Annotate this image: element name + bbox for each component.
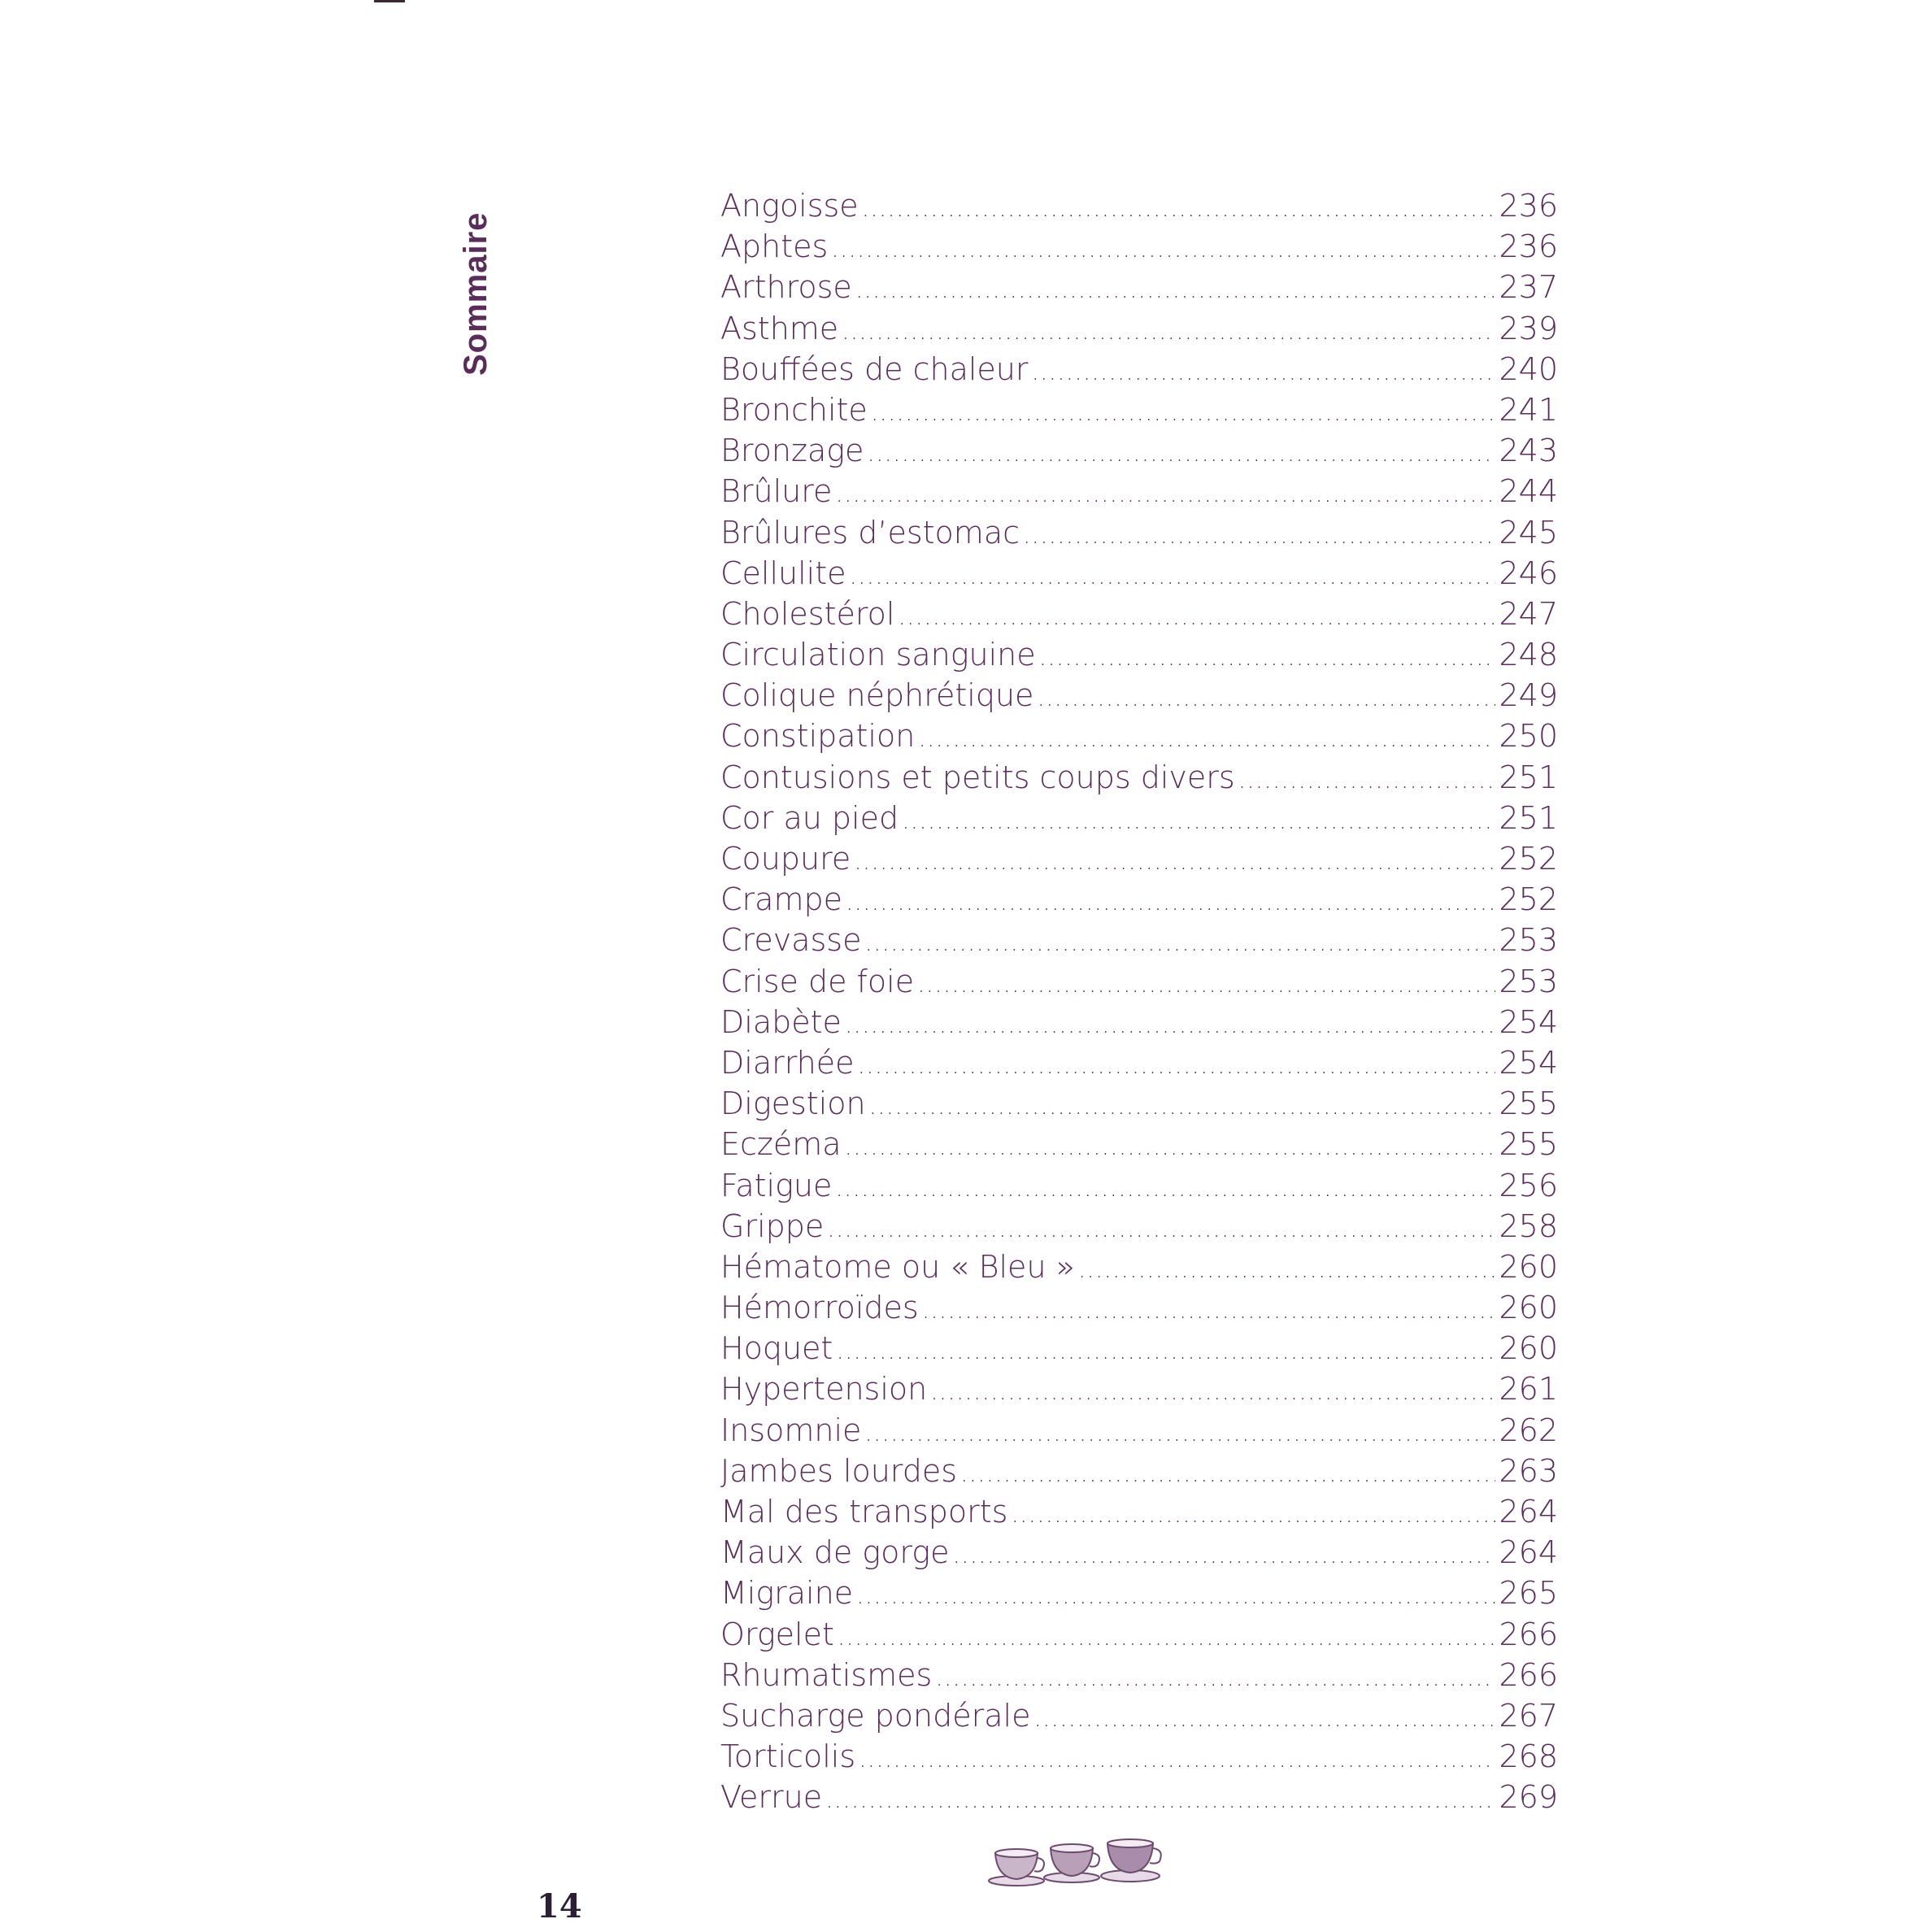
toc-entry-page: 255 bbox=[1499, 1126, 1558, 1163]
toc-dot-leader bbox=[845, 1127, 1496, 1164]
toc-entry-label: Bronzage bbox=[720, 433, 864, 469]
toc-entry-page: 236 bbox=[1499, 228, 1558, 265]
toc-entry-label: Maux de gorge bbox=[720, 1534, 950, 1571]
toc-entry-page: 251 bbox=[1499, 759, 1558, 795]
toc-entry-label: Brûlures d’estomac bbox=[720, 514, 1020, 550]
toc-entry bbox=[720, 675, 1558, 716]
toc-entry bbox=[720, 1655, 1558, 1695]
toc-dot-leader bbox=[835, 474, 1495, 511]
toc-entry-label: Diabète bbox=[720, 1003, 842, 1040]
toc-dot-leader bbox=[856, 1576, 1495, 1613]
toc-dot-leader bbox=[918, 719, 1495, 756]
toc-entry-page: 263 bbox=[1499, 1452, 1558, 1489]
page-number: 14 bbox=[537, 1887, 582, 1925]
teacups-icon bbox=[984, 1834, 1171, 1891]
toc-entry bbox=[720, 1287, 1558, 1328]
toc-entry bbox=[720, 1736, 1558, 1777]
toc-entry bbox=[720, 349, 1558, 389]
toc-dot-leader bbox=[858, 1046, 1496, 1083]
toc-dot-leader bbox=[871, 393, 1496, 430]
toc-dot-leader bbox=[902, 801, 1495, 838]
toc-entry bbox=[720, 961, 1558, 1002]
toc-dot-leader bbox=[930, 1372, 1495, 1409]
toc-entry bbox=[720, 798, 1558, 838]
toc-entry-page: 237 bbox=[1499, 269, 1558, 306]
toc-entry bbox=[720, 1206, 1558, 1247]
toc-dot-leader bbox=[867, 433, 1495, 471]
toc-entry bbox=[720, 1573, 1558, 1613]
toc-entry-label: Jambes lourdes bbox=[720, 1452, 958, 1489]
toc-entry bbox=[720, 920, 1558, 960]
toc-entry-page: 267 bbox=[1499, 1697, 1558, 1734]
toc-entry-label: Constipation bbox=[720, 718, 916, 755]
toc-entry-label: Sucharge pondérale bbox=[720, 1697, 1031, 1734]
toc-entry-label: Cholestérol bbox=[720, 595, 895, 632]
toc-entry-page: 252 bbox=[1499, 881, 1558, 918]
toc-entry bbox=[720, 1614, 1558, 1655]
toc-entry-page: 249 bbox=[1499, 677, 1558, 714]
toc-dot-leader bbox=[917, 964, 1495, 1002]
toc-entry bbox=[720, 716, 1558, 756]
toc-entry bbox=[720, 1368, 1558, 1409]
toc-entry-label: Asthme bbox=[720, 310, 839, 346]
toc-entry-page: 265 bbox=[1499, 1575, 1558, 1612]
toc-entry bbox=[720, 389, 1558, 430]
toc-entry bbox=[720, 1083, 1558, 1124]
table-of-contents bbox=[720, 185, 1558, 1818]
toc-entry bbox=[720, 1165, 1558, 1206]
toc-entry bbox=[720, 757, 1558, 798]
toc-entry-label: Mal des transports bbox=[720, 1494, 1008, 1530]
toc-entry bbox=[720, 634, 1558, 675]
toc-dot-leader bbox=[922, 1290, 1496, 1328]
toc-entry bbox=[720, 1042, 1558, 1083]
toc-entry bbox=[720, 1491, 1558, 1532]
toc-entry-label: Circulation sanguine bbox=[720, 637, 1036, 673]
toc-entry bbox=[720, 185, 1558, 226]
toc-entry-label: Cor au pied bbox=[720, 799, 899, 836]
toc-dot-leader bbox=[850, 556, 1496, 594]
toc-dot-leader bbox=[845, 1005, 1496, 1042]
toc-entry bbox=[720, 1777, 1558, 1817]
toc-entry bbox=[720, 1328, 1558, 1368]
toc-entry-page: 260 bbox=[1499, 1290, 1558, 1326]
toc-dot-leader bbox=[869, 1086, 1496, 1124]
toc-entry-label: Eczéma bbox=[720, 1126, 842, 1163]
toc-entry-label: Orgelet bbox=[720, 1616, 834, 1652]
toc-entry-page: 246 bbox=[1499, 555, 1558, 591]
toc-entry-label: Crise de foie bbox=[720, 963, 915, 999]
toc-entry-page: 256 bbox=[1499, 1167, 1558, 1203]
toc-entry-page: 264 bbox=[1499, 1534, 1558, 1571]
toc-entry-label: Crevasse bbox=[720, 922, 862, 959]
toc-entry bbox=[720, 226, 1558, 267]
toc-entry-label: Aphtes bbox=[720, 228, 829, 265]
toc-entry-label: Digestion bbox=[720, 1086, 866, 1122]
toc-entry bbox=[720, 594, 1558, 634]
toc-entry-label: Arthrose bbox=[720, 269, 852, 306]
toc-entry-page: 244 bbox=[1499, 473, 1558, 510]
toc-dot-leader bbox=[1023, 516, 1495, 553]
toc-entry bbox=[720, 430, 1558, 471]
toc-dot-leader bbox=[1039, 637, 1496, 675]
toc-entry-page: 261 bbox=[1499, 1371, 1558, 1408]
toc-dot-leader bbox=[1032, 352, 1496, 389]
toc-entry-label: Crampe bbox=[720, 881, 842, 918]
toc-entry bbox=[720, 1695, 1558, 1736]
toc-entry-label: Bouffées de chaleur bbox=[720, 350, 1029, 387]
toc-entry bbox=[720, 512, 1558, 553]
toc-entry-page: 262 bbox=[1499, 1412, 1558, 1448]
toc-dot-leader bbox=[864, 923, 1495, 960]
toc-dot-leader bbox=[859, 1739, 1495, 1777]
toc-dot-leader bbox=[838, 1617, 1496, 1655]
toc-entry bbox=[720, 471, 1558, 511]
toc-entry-label: Colique néphrétique bbox=[720, 677, 1034, 714]
toc-entry-page: 251 bbox=[1499, 799, 1558, 836]
toc-dot-leader bbox=[898, 597, 1495, 634]
toc-entry-page: 254 bbox=[1499, 1003, 1558, 1040]
toc-dot-leader bbox=[825, 1780, 1495, 1817]
toc-entry-label: Bronchite bbox=[720, 391, 868, 428]
toc-dot-leader bbox=[1238, 760, 1496, 798]
toc-entry-page: 253 bbox=[1499, 922, 1558, 959]
toc-entry-label: Migraine bbox=[720, 1575, 854, 1612]
toc-dot-leader bbox=[846, 882, 1496, 920]
toc-dot-leader bbox=[953, 1535, 1496, 1573]
toc-entry-page: 255 bbox=[1499, 1086, 1558, 1122]
toc-entry-page: 269 bbox=[1499, 1779, 1558, 1816]
toc-entry-page: 258 bbox=[1499, 1208, 1558, 1244]
toc-entry-page: 260 bbox=[1499, 1330, 1558, 1367]
toc-entry bbox=[720, 267, 1558, 307]
toc-entry-page: 241 bbox=[1499, 391, 1558, 428]
toc-entry-page: 245 bbox=[1499, 514, 1558, 550]
toc-dot-leader bbox=[831, 229, 1495, 267]
toc-entry-page: 240 bbox=[1499, 350, 1558, 387]
toc-entry-label: Hoquet bbox=[720, 1330, 833, 1367]
toc-dot-leader bbox=[960, 1454, 1495, 1491]
toc-entry-page: 236 bbox=[1499, 188, 1558, 224]
toc-entry-page: 252 bbox=[1499, 841, 1558, 877]
section-title: Sommaire bbox=[458, 211, 494, 376]
toc-entry-page: 248 bbox=[1499, 637, 1558, 673]
toc-entry bbox=[720, 1247, 1558, 1287]
toc-entry-label: Brûlure bbox=[720, 473, 833, 510]
toc-entry-label: Torticolis bbox=[720, 1738, 856, 1775]
toc-entry bbox=[720, 1532, 1558, 1573]
toc-dot-leader bbox=[862, 189, 1496, 226]
toc-entry-label: Verrue bbox=[720, 1779, 823, 1816]
toc-entry-page: 266 bbox=[1499, 1656, 1558, 1693]
toc-entry-page: 243 bbox=[1499, 433, 1558, 469]
toc-entry-page: 264 bbox=[1499, 1494, 1558, 1530]
toc-entry bbox=[720, 308, 1558, 349]
toc-entry-label: Cellulite bbox=[720, 555, 846, 591]
toc-entry-page: 254 bbox=[1499, 1044, 1558, 1081]
toc-dot-leader bbox=[836, 1331, 1495, 1368]
toc-entry bbox=[720, 1124, 1558, 1164]
toc-entry-page: 239 bbox=[1499, 310, 1558, 346]
toc-entry-page: 253 bbox=[1499, 963, 1558, 999]
toc-entry-label: Fatigue bbox=[720, 1167, 833, 1203]
toc-entry-page: 260 bbox=[1499, 1248, 1558, 1285]
toc-entry-label: Rhumatismes bbox=[720, 1656, 933, 1693]
toc-entry-label: Hypertension bbox=[720, 1371, 928, 1408]
toc-dot-leader bbox=[1033, 1699, 1495, 1736]
toc-entry bbox=[720, 1410, 1558, 1451]
toc-dot-leader bbox=[854, 842, 1495, 879]
toc-entry-page: 268 bbox=[1499, 1738, 1558, 1775]
toc-dot-leader bbox=[835, 1168, 1495, 1206]
toc-entry-label: Grippe bbox=[720, 1208, 825, 1244]
toc-dot-leader bbox=[864, 1413, 1495, 1451]
toc-dot-leader bbox=[827, 1209, 1495, 1247]
toc-entry-page: 266 bbox=[1499, 1616, 1558, 1652]
toc-entry-label: Coupure bbox=[720, 841, 851, 877]
toc-entry bbox=[720, 838, 1558, 879]
toc-entry-label: Diarrhée bbox=[720, 1044, 855, 1081]
toc-entry-label: Contusions et petits coups divers bbox=[720, 759, 1235, 795]
toc-dot-leader bbox=[842, 311, 1495, 349]
toc-dot-leader bbox=[855, 270, 1496, 307]
top-crop-mark bbox=[374, 0, 405, 2]
toc-dot-leader bbox=[1011, 1495, 1495, 1532]
toc-entry bbox=[720, 879, 1558, 920]
toc-dot-leader bbox=[1078, 1250, 1496, 1287]
toc-entry-label: Hémorroïdes bbox=[720, 1290, 919, 1326]
toc-dot-leader bbox=[935, 1658, 1495, 1695]
toc-entry bbox=[720, 1002, 1558, 1042]
toc-entry-page: 247 bbox=[1499, 595, 1558, 632]
toc-entry-label: Insomnie bbox=[720, 1412, 862, 1448]
toc-dot-leader bbox=[1037, 678, 1495, 716]
toc-entry bbox=[720, 553, 1558, 594]
toc-entry-label: Hématome ou « Bleu » bbox=[720, 1248, 1075, 1285]
toc-entry-page: 250 bbox=[1499, 718, 1558, 755]
toc-entry-label: Angoisse bbox=[720, 188, 859, 224]
toc-entry bbox=[720, 1451, 1558, 1491]
